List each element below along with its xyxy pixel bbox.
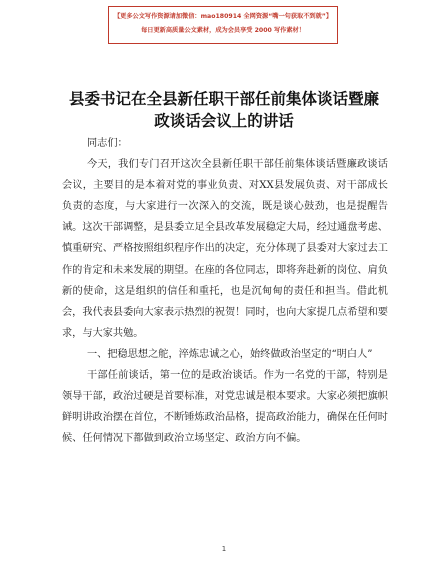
title-line-2: 政谈话会议上的讲话 [154,112,294,130]
promo-banner [108,6,338,44]
page-number: 1 [221,545,227,553]
document-title [40,88,408,132]
paragraph-intro: 今天，我们专门召开这次全县新任职干部任前集体谈话暨廉政谈话会议，主要目的是本着对党的事业负责、对XX县发展负责、对干部成长负责的态度，与大家进行一次深入的交流，既是谈心鼓劲，也是提醒告诫。这次干部调整，是县委立足全县改革发展稳定大局，经过通盘考虑、慎重研究、严格按照组织程序作出的决定，充分体现了县委对大家过去工作的肯定和未来发展的期望。在座的各位同志，即将奔赴新的岗位、肩负新的使命，这是组织的信任和重托，也是沉甸甸的责任和担当。借此机会，我代表县委向大家表示热烈的祝贺！同时，也向大家提几点希望和要求，与大家共勉。 [62,159,388,339]
section-heading-1: 一、把稳思想之舵，淬炼忠诚之心，始终做政治坚定的“明白人” [87,348,373,360]
document-body [62,133,388,449]
salutation: 同志们： [87,138,128,149]
title-line-1: 县委书记在全县新任职干部任前集体谈话暨廉 [68,90,379,108]
paragraph-political: 干部任前谈话，第一位的是政治谈话。作为一名党的干部，特别是领导干部，政治过硬是首要标准，对党忠诚是根本要求。大家必须把旗帜鲜明讲政治摆在首位，不断锤炼政治品格，提高政治能力，确保在任何时候、任何情况下都做到政治立场坚定、政治方向不偏。 [62,370,388,445]
promo-line-2: 每日更新高质量公文素材，成为会员享受 2000 写作素材！ [141,27,305,34]
promo-line-1: 【更多公文写作资源请加微信：mao180914 全网资源“嘴一句获取不到就”】 [113,13,333,20]
